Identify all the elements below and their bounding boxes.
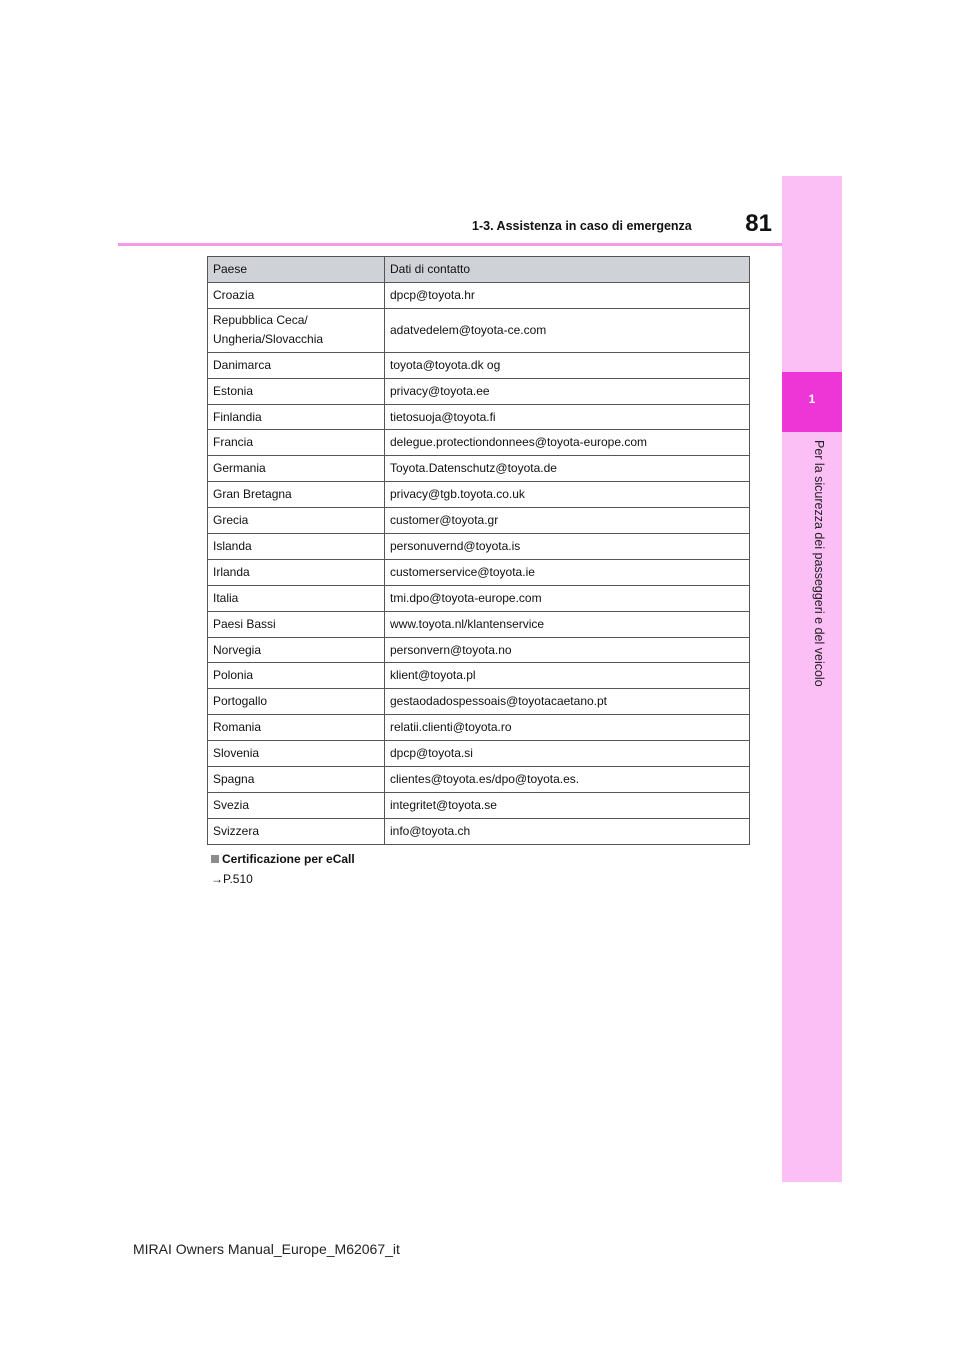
footer-text: MIRAI Owners Manual_Europe_M62067_it [133,1241,400,1257]
contact-cell: privacy@tgb.toyota.co.uk [385,482,750,508]
country-cell: Svizzera [208,818,385,844]
country-cell: Paesi Bassi [208,611,385,637]
table-row [208,482,750,508]
page-reference-link[interactable]: →P.510 [211,872,253,886]
table-row [208,663,750,689]
contact-cell: delegue.protectiondonnees@toyota-europe.com [385,430,750,456]
table-row [208,559,750,585]
table-row [208,741,750,767]
country-column-header: Paese [208,257,385,283]
country-cell: Italia [208,585,385,611]
table-row [208,611,750,637]
table-row [208,689,750,715]
contact-cell: tietosuoja@toyota.fi [385,404,750,430]
country-cell: Portogallo [208,689,385,715]
country-cell: Spagna [208,767,385,793]
chapter-label: Per la sicurezza dei passeggeri e del veicolo [812,440,826,687]
page-number: 81 [745,210,772,237]
country-cell: Irlanda [208,559,385,585]
table-row [208,818,750,844]
country-cell: Grecia [208,508,385,534]
header-divider [118,243,782,246]
country-cell: Polonia [208,663,385,689]
note-title [211,852,355,866]
country-cell: Repubblica Ceca/ Ungheria/Slovacchia [208,308,385,352]
contact-cell: adatvedelem@toyota-ce.com [385,308,750,352]
country-cell: Islanda [208,534,385,560]
contact-cell: gestaodadospessoais@toyotacaetano.pt [385,689,750,715]
contact-cell: integritet@toyota.se [385,792,750,818]
country-cell: Norvegia [208,637,385,663]
country-cell: Slovenia [208,741,385,767]
contacts-table [207,256,750,845]
table-row [208,430,750,456]
contact-cell: clientes@toyota.es/dpo@toyota.es. [385,767,750,793]
contact-cell: klient@toyota.pl [385,663,750,689]
table-row [208,715,750,741]
contact-cell: Toyota.Datenschutz@toyota.de [385,456,750,482]
contact-cell: customerservice@toyota.ie [385,559,750,585]
table-row [208,534,750,560]
country-cell: Germania [208,456,385,482]
contact-cell: info@toyota.ch [385,818,750,844]
contact-cell: dpcp@toyota.si [385,741,750,767]
table-row [208,585,750,611]
table-row [208,508,750,534]
contact-cell: personvern@toyota.no [385,637,750,663]
country-cell: Croazia [208,282,385,308]
table-row [208,456,750,482]
contact-cell: tmi.dpo@toyota-europe.com [385,585,750,611]
contact-cell: www.toyota.nl/klantenservice [385,611,750,637]
table-row [208,308,750,352]
table-row [208,378,750,404]
contact-cell: privacy@toyota.ee [385,378,750,404]
country-cell: Danimarca [208,352,385,378]
table-row [208,767,750,793]
note-title-text: Certificazione per eCall [222,852,355,866]
country-cell: Estonia [208,378,385,404]
chapter-number: 1 [808,392,816,406]
country-cell: Finlandia [208,404,385,430]
contact-cell: dpcp@toyota.hr [385,282,750,308]
contact-column-header: Dati di contatto [385,257,750,283]
country-cell: Gran Bretagna [208,482,385,508]
table-row [208,352,750,378]
country-cell: Francia [208,430,385,456]
table-header-row [208,257,750,283]
contact-cell: toyota@toyota.dk og [385,352,750,378]
table-row [208,637,750,663]
country-cell: Svezia [208,792,385,818]
bullet-square-icon [211,855,219,863]
table-row [208,282,750,308]
section-title: 1-3. Assistenza in caso di emergenza [472,219,692,233]
table-row [208,792,750,818]
contact-cell: personuvernd@toyota.is [385,534,750,560]
country-cell: Romania [208,715,385,741]
contact-cell: customer@toyota.gr [385,508,750,534]
contact-cell: relatii.clienti@toyota.ro [385,715,750,741]
table-row [208,404,750,430]
